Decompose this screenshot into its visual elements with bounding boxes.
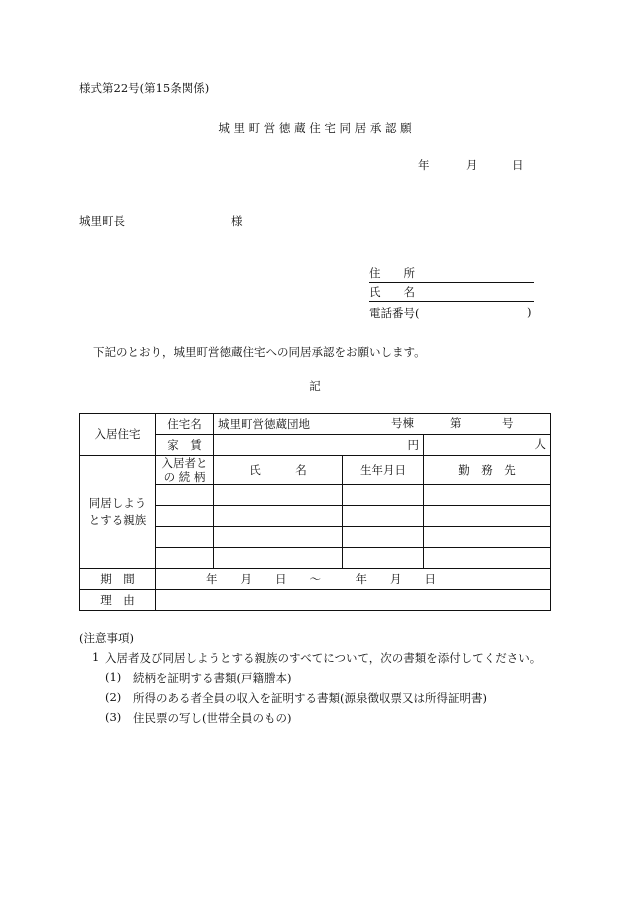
work-cell[interactable] — [424, 527, 551, 548]
room-suffix: 号 — [502, 416, 514, 430]
birth-header: 生年月日 — [343, 456, 424, 485]
date-day: 日 — [512, 158, 524, 172]
table-row — [80, 590, 551, 611]
reason-cell[interactable] — [156, 590, 551, 611]
rent-label: 家 賃 — [156, 435, 214, 456]
relation-cell[interactable] — [156, 506, 214, 527]
relation-cell[interactable] — [156, 527, 214, 548]
household-cell — [424, 435, 551, 456]
address-line — [369, 266, 534, 283]
housing-name-value: 城里町営徳蔵団地 — [218, 416, 310, 431]
name-cell[interactable] — [214, 527, 343, 548]
relation-cell[interactable] — [156, 485, 214, 506]
table-row — [80, 569, 551, 590]
housing-name-label: 住宅名 — [156, 414, 214, 435]
notes-sub-text: 続柄を証明する書類(戸籍謄本) — [133, 671, 292, 685]
relation-header — [156, 456, 214, 485]
phone-label: 電話番号( — [369, 306, 420, 320]
room-prefix: 第 — [450, 416, 462, 430]
birth-cell[interactable] — [343, 527, 424, 548]
name-header: 氏 名 — [214, 456, 343, 485]
birth-cell[interactable] — [343, 506, 424, 527]
work-cell[interactable] — [424, 506, 551, 527]
residence-label: 入居住宅 — [80, 414, 156, 456]
notes-item-number: 1 — [92, 650, 100, 664]
document-title: 城 里 町 営 徳 蔵 住 宅 同 居 承 認 願 — [218, 121, 412, 135]
birth-cell[interactable] — [343, 485, 424, 506]
work-cell[interactable] — [424, 548, 551, 569]
period-label: 期 間 — [80, 569, 156, 590]
name-line — [369, 285, 534, 302]
rent-unit: 円 — [214, 435, 424, 456]
birth-cell[interactable] — [343, 548, 424, 569]
household-unit: 人 — [534, 437, 547, 451]
table-row — [80, 456, 551, 485]
building-suffix: 号棟 — [391, 416, 414, 430]
notes-sub-number: (3) — [105, 710, 122, 724]
name-cell[interactable] — [214, 485, 343, 506]
notes-item-text: 入居者及び同居しようとする親族のすべてについて，次の書類を添付してください。 — [105, 651, 542, 665]
name-label: 氏 名 — [369, 285, 415, 299]
addressee-honorific: 様 — [231, 214, 243, 228]
phone-close: ) — [527, 305, 532, 319]
date-month: 月 — [466, 158, 478, 172]
relation-cell[interactable] — [156, 548, 214, 569]
notes-sub-text: 住民票の写し(世帯全員のもの) — [133, 711, 292, 725]
housing-name-cell — [214, 414, 551, 435]
work-cell[interactable] — [424, 485, 551, 506]
cohabit-label-line1: 同居しよう — [88, 496, 147, 510]
name-cell[interactable] — [214, 506, 343, 527]
relation-header-line1: 入居者と — [161, 456, 208, 470]
notes-sub-number: (2) — [105, 690, 122, 704]
notes-heading: (注意事項) — [79, 631, 134, 645]
cohabit-label-line2: とする親族 — [88, 513, 147, 527]
work-header: 勤 務 先 — [424, 456, 551, 485]
period-value: 年 月 日 ～ 年 月 日 — [156, 569, 551, 590]
ki-mark: 記 — [309, 379, 321, 393]
cohabit-label — [80, 456, 156, 569]
notes-sub-text: 所得のある者全員の収入を証明する書類(源泉徴収票又は所得証明書) — [133, 691, 487, 705]
address-label: 住 所 — [369, 266, 415, 280]
reason-label: 理 由 — [80, 590, 156, 611]
name-cell[interactable] — [214, 548, 343, 569]
relation-header-line2: の 続 柄 — [163, 470, 206, 484]
application-table — [79, 413, 551, 611]
addressee-name: 城里町長 — [79, 214, 125, 228]
household-label — [424, 435, 425, 455]
date-year: 年 — [418, 158, 430, 172]
table-row — [80, 414, 551, 435]
form-number: 様式第22号(第15条関係) — [79, 81, 210, 95]
notes-sub-number: (1) — [105, 670, 122, 684]
intro-text: 下記のとおり，城里町営徳蔵住宅への同居承認をお願いします。 — [93, 345, 426, 359]
